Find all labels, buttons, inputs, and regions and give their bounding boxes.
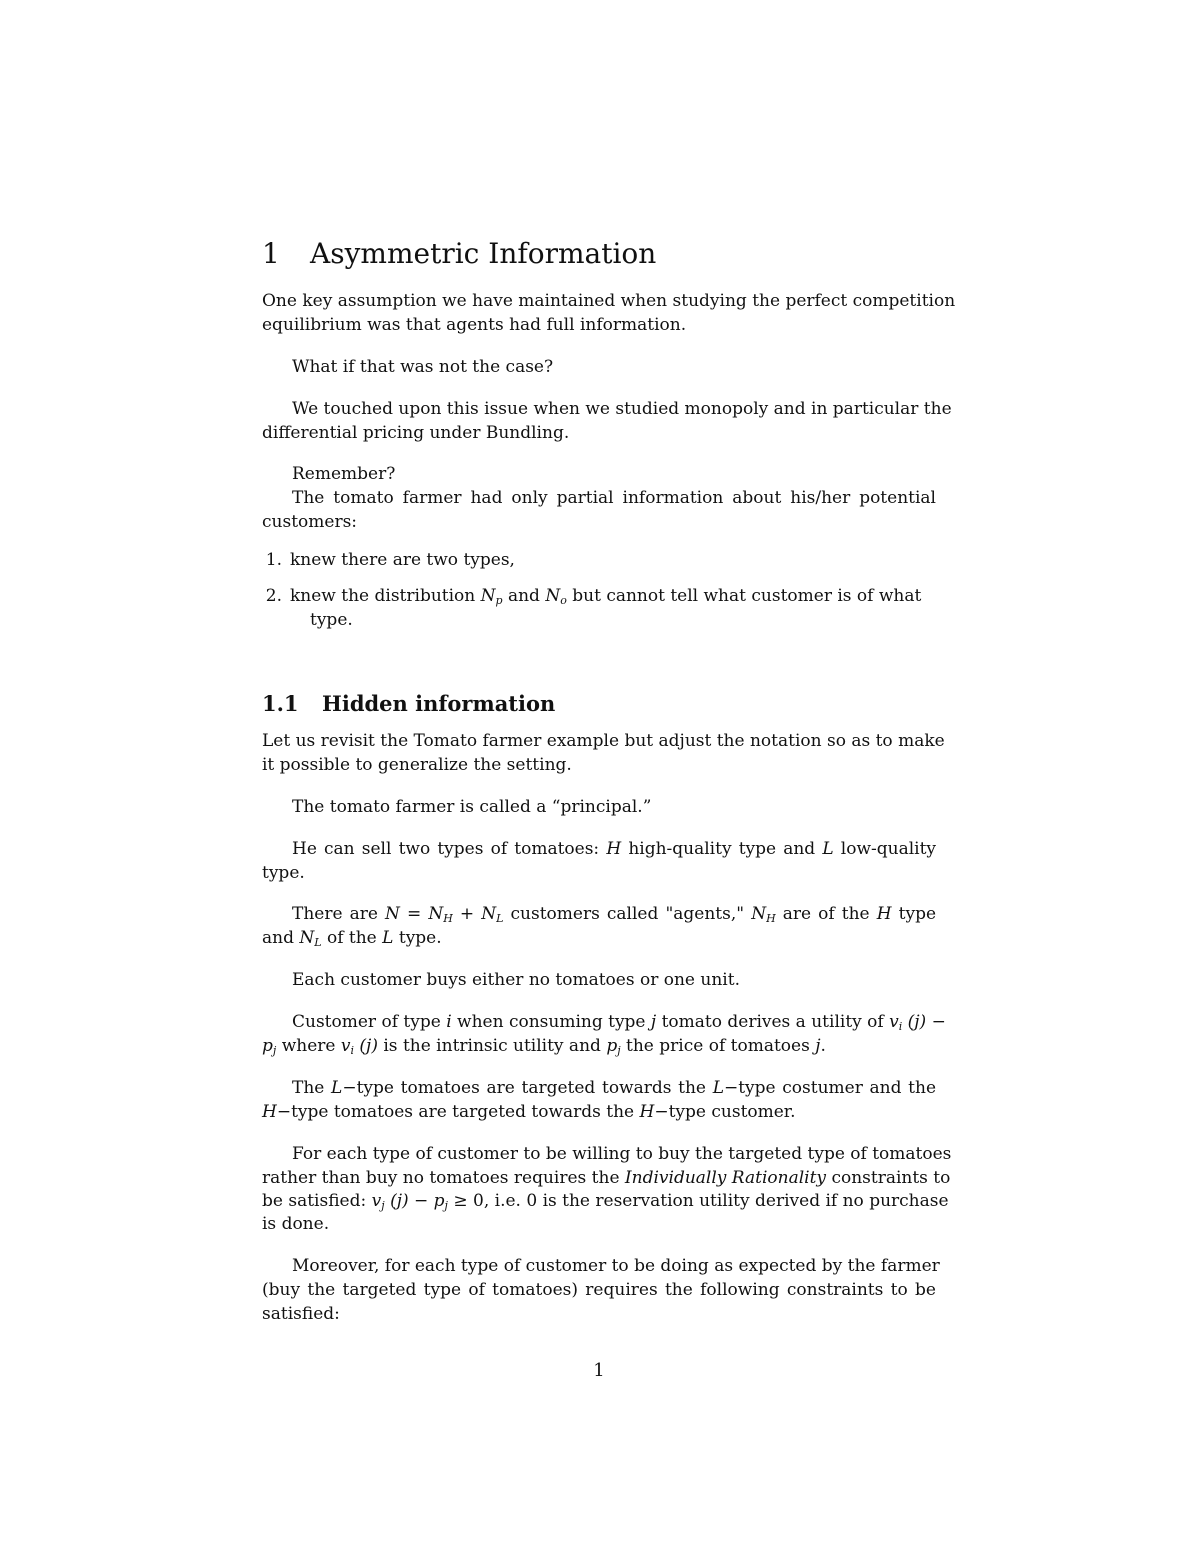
text: of the bbox=[326, 928, 377, 948]
paragraph-line: For each type of customer to be willing to buy the targeted type of tomatoes bbox=[292, 1144, 952, 1164]
emphasis-text: Individually Rationality bbox=[624, 1168, 827, 1188]
math-var: L bbox=[382, 928, 394, 948]
paragraph-line bbox=[262, 1189, 949, 1213]
math-var: L bbox=[712, 1078, 724, 1098]
text: type bbox=[898, 904, 937, 924]
math-expr: (j) bbox=[359, 1036, 378, 1056]
text: be satisfied: bbox=[262, 1191, 367, 1211]
math-sub: j bbox=[272, 1044, 277, 1057]
page-number: 1 bbox=[593, 1360, 605, 1381]
text: customers called "agents," bbox=[510, 904, 745, 924]
text: The bbox=[292, 1078, 325, 1098]
math-var: p bbox=[262, 1036, 273, 1056]
math-var: H bbox=[639, 1102, 655, 1122]
text: when consuming type bbox=[457, 1012, 646, 1032]
section-number: 1 bbox=[262, 237, 280, 270]
math-var: v bbox=[889, 1012, 899, 1032]
paragraph-line: (buy the targeted type of tomatoes) requires the following constraints to be bbox=[262, 1280, 936, 1300]
paragraph-line: What if that was not the case? bbox=[292, 357, 554, 377]
math-var: H bbox=[262, 1102, 277, 1122]
subsection-number: 1.1 bbox=[262, 691, 299, 716]
document-page bbox=[262, 0, 956, 1553]
math-expr: ≥ 0, bbox=[453, 1191, 490, 1211]
paragraph-line: Each customer buys either no tomatoes or one unit. bbox=[292, 970, 740, 990]
math-var: N bbox=[751, 904, 767, 924]
paragraph-line bbox=[292, 902, 936, 926]
math-sub: p bbox=[495, 594, 503, 607]
list-item bbox=[262, 548, 515, 572]
text: high-quality type and bbox=[628, 839, 816, 859]
paragraph-line bbox=[262, 1100, 795, 1124]
section-heading bbox=[262, 236, 656, 272]
list-text: and bbox=[507, 586, 540, 606]
math-sub: H bbox=[443, 912, 453, 925]
math-sub: L bbox=[314, 936, 322, 949]
paragraph-line bbox=[262, 926, 442, 950]
list-continuation: type. bbox=[310, 610, 353, 630]
math-var: L bbox=[822, 839, 834, 859]
math-var: v bbox=[340, 1036, 351, 1056]
list-text: knew there are two types, bbox=[290, 550, 515, 570]
math-sub: j bbox=[617, 1044, 621, 1057]
text: . bbox=[820, 1036, 826, 1056]
math-var: H bbox=[606, 839, 622, 859]
list-number: 2. bbox=[265, 586, 282, 606]
paragraph-line bbox=[292, 1076, 936, 1100]
subsection-title: Hidden information bbox=[322, 691, 556, 716]
list-item bbox=[262, 584, 936, 608]
list-number: 1. bbox=[265, 550, 282, 570]
text: where bbox=[281, 1036, 336, 1056]
paragraph-line: customers: bbox=[262, 512, 358, 532]
subsection-heading bbox=[262, 690, 555, 718]
math-sub: L bbox=[496, 912, 504, 925]
text: There are bbox=[292, 904, 378, 924]
math-var: H bbox=[876, 904, 892, 924]
paragraph-line: Remember? bbox=[292, 464, 396, 484]
text: low-quality bbox=[840, 839, 937, 859]
paragraph-line bbox=[262, 1166, 951, 1190]
text: He can sell two types of tomatoes: bbox=[292, 839, 600, 859]
math-sub: i bbox=[350, 1044, 355, 1057]
paragraph-line: differential pricing under Bundling. bbox=[262, 423, 570, 443]
paragraph-line: type. bbox=[262, 863, 305, 883]
math-var: p bbox=[606, 1036, 618, 1056]
section-title: Asymmetric Information bbox=[310, 237, 657, 270]
text: is the intrinsic utility and bbox=[383, 1036, 601, 1056]
text: −type tomatoes are targeted towards the bbox=[342, 1078, 706, 1098]
text: −type customer. bbox=[654, 1102, 796, 1122]
math-var: N bbox=[545, 586, 561, 606]
paragraph-line: is done. bbox=[262, 1214, 330, 1234]
paragraph-line bbox=[292, 1010, 946, 1034]
math-var: N bbox=[299, 928, 315, 948]
math-expr: N = N bbox=[385, 904, 444, 924]
paragraph-line: One key assumption we have maintained when studying the perfect competition bbox=[262, 291, 956, 311]
math-expr: + N bbox=[452, 904, 497, 924]
text: −type tomatoes are targeted towards the bbox=[276, 1102, 635, 1122]
paragraph-line: The tomato farmer had only partial information about his/her potential bbox=[292, 488, 936, 508]
math-sub: j bbox=[444, 1199, 448, 1212]
math-var: i bbox=[446, 1012, 452, 1032]
text: type. bbox=[398, 928, 442, 948]
paragraph-line: Let us revisit the Tomato farmer example but adjust the notation so as to make bbox=[262, 731, 945, 751]
math-var: v bbox=[371, 1191, 382, 1211]
math-var: j bbox=[650, 1012, 657, 1032]
math-expr: (j) − p bbox=[390, 1191, 445, 1211]
list-text: but cannot tell what customer is of what bbox=[572, 586, 922, 606]
paragraph-line bbox=[262, 1034, 826, 1058]
math-sub: H bbox=[766, 912, 776, 925]
math-sub: i bbox=[898, 1020, 903, 1033]
math-var: L bbox=[331, 1078, 343, 1098]
text: −type costumer and the bbox=[723, 1078, 937, 1098]
paragraph-line bbox=[292, 837, 936, 861]
text: Customer of type bbox=[292, 1012, 441, 1032]
text: constraints to bbox=[831, 1168, 951, 1188]
math-sub: j bbox=[381, 1199, 385, 1212]
text: i.e. 0 is the reservation utility derived if no purchase bbox=[494, 1191, 949, 1211]
math-var: N bbox=[480, 586, 496, 606]
paragraph-line: Moreover, for each type of customer to be doing as expected by the farmer bbox=[292, 1256, 940, 1276]
paragraph-line: equilibrium was that agents had full information. bbox=[262, 315, 687, 335]
paragraph-line: satisfied: bbox=[262, 1304, 340, 1324]
text: tomato derives a utility of bbox=[661, 1012, 884, 1032]
math-expr: (j) − bbox=[907, 1012, 946, 1032]
math-sub: o bbox=[560, 594, 567, 607]
math-var: j bbox=[815, 1036, 821, 1056]
text: rather than buy no tomatoes requires the bbox=[262, 1168, 620, 1188]
text: the price of tomatoes bbox=[626, 1036, 810, 1056]
paragraph-line: The tomato farmer is called a “principal.” bbox=[292, 797, 652, 817]
paragraph-line: We touched upon this issue when we studied monopoly and in particular the bbox=[292, 399, 952, 419]
text: are of the bbox=[782, 904, 870, 924]
list-text: knew the distribution bbox=[290, 586, 476, 606]
paragraph-line: it possible to generalize the setting. bbox=[262, 755, 572, 775]
text: and bbox=[262, 928, 294, 948]
